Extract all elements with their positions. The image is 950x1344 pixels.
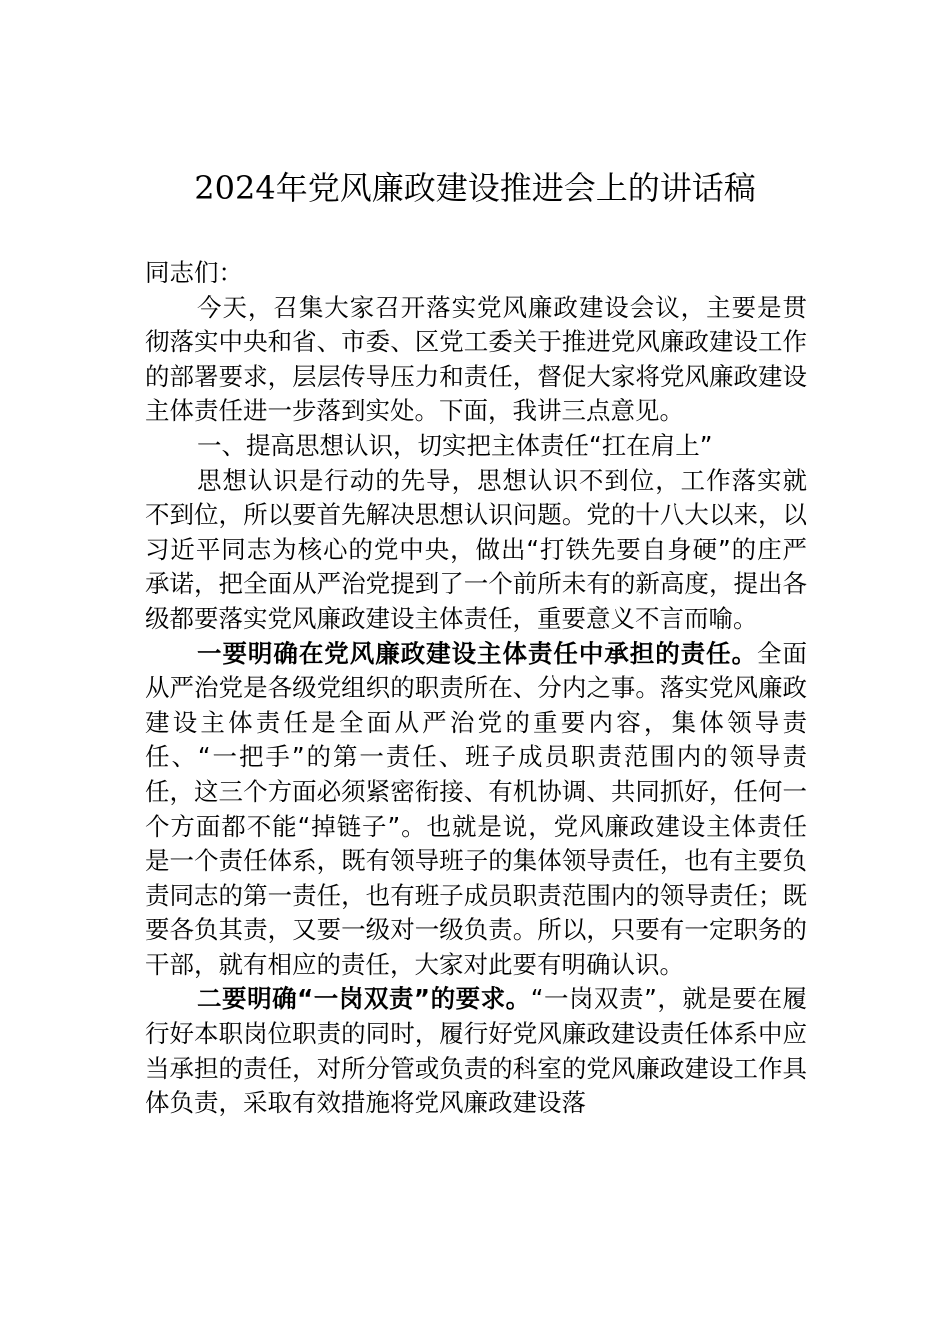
paragraph-text: 全面从严治党是各级党组织的职责所在、分内之事。落实党风廉政建设主体责任是全面从严治党的重要内容，集体领导责任、“一把手”的第一责任、班子成员职责范围内的领导责任，这三个方面必须紧密衔接、有机协调、共同抓好，任何一个方面都不能“掉链子”。也就是说，党风廉政建设主体责任是一个责任体系，既有领导班子的集体领导责任，也有主要负责同志的第一责任，也有班子成员职责范围内的领导责任；既要各负其责，又要一级对一级负责。所以，只要有一定职务的干部，就有相应的责任，大家对此要有明确认识。 xyxy=(145,638,808,979)
point-2-lead: 二要明确“一岗双责”的要求。 xyxy=(197,984,531,1014)
paragraph-text: 今天，召集大家召开落实党风廉政建设会议，主要是贯彻落实中央和省、市委、区党工委关于推进党风廉政建设工作的部署要求，层层传导压力和责任，督促大家将党风廉政建设主体责任进一步落到实处。下面，我讲三点意见。 xyxy=(145,292,807,426)
heading-text: 一、提高思想认识，切实把主体责任“扛在肩上” xyxy=(197,430,713,460)
document-body xyxy=(145,256,807,1121)
paragraph-intro xyxy=(145,291,807,429)
paragraph-point-2 xyxy=(145,982,807,1120)
salutation: 同志们： xyxy=(145,258,243,287)
paragraph-point-1 xyxy=(145,637,807,983)
section-heading-1 xyxy=(145,429,807,464)
paragraph-text: 思想认识是行动的先导，思想认识不到位，工作落实就不到位，所以要首先解决思想认识问题。党的十八大以来，以习近平同志为核心的党中央，做出“打铁先要自身硬”的庄严承诺，把全面从严治党提到了一个前所未有的新高度，提出各级都要落实党风廉政建设主体责任，重要意义不言而喻。 xyxy=(145,465,807,633)
paragraph-text: “一岗双责”，就是要在履行好本职岗位职责的同时，履行好党风廉政建设责任体系中应当承担的责任，对所分管或负责的科室的党风廉政建设工作具体负责，采取有效措施将党风廉政建设落 xyxy=(145,984,808,1118)
page-title: 2024年党风廉政建设推进会上的讲话稿 xyxy=(194,169,756,207)
paragraph-thinking xyxy=(145,464,807,637)
point-1-lead: 一要明确在党风廉政建设主体责任中承担的责任。 xyxy=(197,638,758,668)
